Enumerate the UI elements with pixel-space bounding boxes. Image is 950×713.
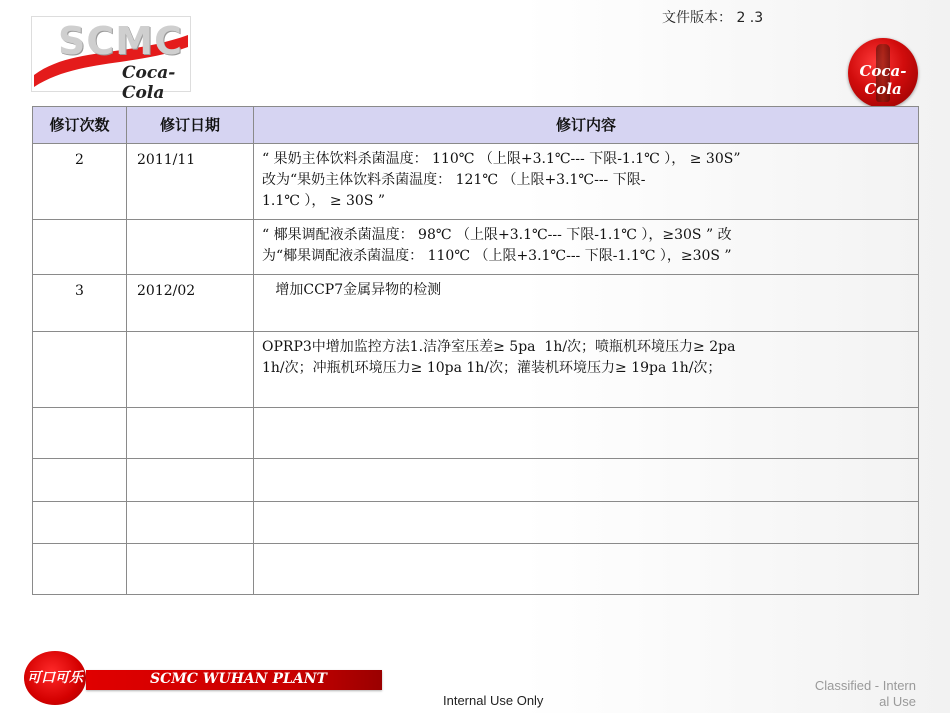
- row-content: “ 果奶主体饮料杀菌温度： 110℃ （上限+3.1℃--- 下限-1.1℃ ）， ≥ 30S” 改为“果奶主体饮料杀菌温度： 121℃ （上限+3.1℃--- 下限- 1.1℃ ）， ≥ 30S ”: [254, 144, 919, 220]
- row-num: 2: [33, 144, 127, 220]
- row-date: 2011/11: [127, 144, 254, 220]
- badge-text: Coca-Cola: [859, 62, 907, 98]
- row-date: 2012/02: [127, 275, 254, 332]
- row-num: [33, 220, 127, 275]
- row-num: [33, 332, 127, 408]
- table-row: [33, 544, 919, 595]
- table-row: [33, 220, 919, 275]
- footer-badge-text: 可口可乐: [27, 670, 83, 686]
- row-num: [33, 544, 127, 595]
- row-num: 3: [33, 275, 127, 332]
- row-date: [127, 459, 254, 502]
- coca-cola-badge-icon: [848, 38, 918, 108]
- row-num: [33, 408, 127, 459]
- table-row: [33, 408, 919, 459]
- header-revision-content: 修订内容: [254, 107, 919, 144]
- table-row: [33, 459, 919, 502]
- row-content: “ 椰果调配液杀菌温度： 98℃ （上限+3.1℃--- 下限-1.1℃ ），≥30S ” 改 为“椰果调配液杀菌温度： 110℃ （上限+3.1℃--- 下限-1.1℃ ），≥30S ”: [254, 220, 919, 275]
- table-row: [33, 502, 919, 544]
- row-content: [254, 408, 919, 459]
- logo-brand: Coca-Cola: [122, 63, 176, 103]
- internal-use-label: Internal Use Only: [443, 693, 544, 708]
- table-row: [33, 332, 919, 408]
- plant-banner: [86, 670, 382, 690]
- row-content: [254, 544, 919, 595]
- row-content: 增加CCP7金属异物的检测: [254, 275, 919, 332]
- coca-cola-chinese-logo-icon: [24, 651, 86, 705]
- logo-text: SCMC: [58, 19, 183, 63]
- table-header-row: [33, 107, 919, 144]
- document-version: 文件版本： 2 .3: [662, 10, 764, 26]
- row-num: [33, 459, 127, 502]
- row-content: [254, 502, 919, 544]
- row-date: [127, 502, 254, 544]
- table-row: [33, 275, 919, 332]
- row-date: [127, 408, 254, 459]
- revision-table: [32, 106, 919, 595]
- scmc-logo: [31, 16, 191, 103]
- row-date: [127, 544, 254, 595]
- header-revision-count: 修订次数: [33, 107, 127, 144]
- classification-label: Classified - Intern al Use: [814, 678, 916, 709]
- row-content: OPRP3中增加监控方法1.洁净室压差≥ 5pa 1h/次；喷瓶机环境压力≥ 2pa 1h/次；冲瓶机环境压力≥ 10pa 1h/次；灌装机环境压力≥ 19pa 1h/次；: [254, 332, 919, 408]
- row-date: [127, 332, 254, 408]
- table-row: [33, 144, 919, 220]
- row-date: [127, 220, 254, 275]
- plant-name: SCMC WUHAN PLANT: [150, 671, 327, 687]
- header-revision-date: 修订日期: [127, 107, 254, 144]
- row-num: [33, 502, 127, 544]
- row-content: [254, 459, 919, 502]
